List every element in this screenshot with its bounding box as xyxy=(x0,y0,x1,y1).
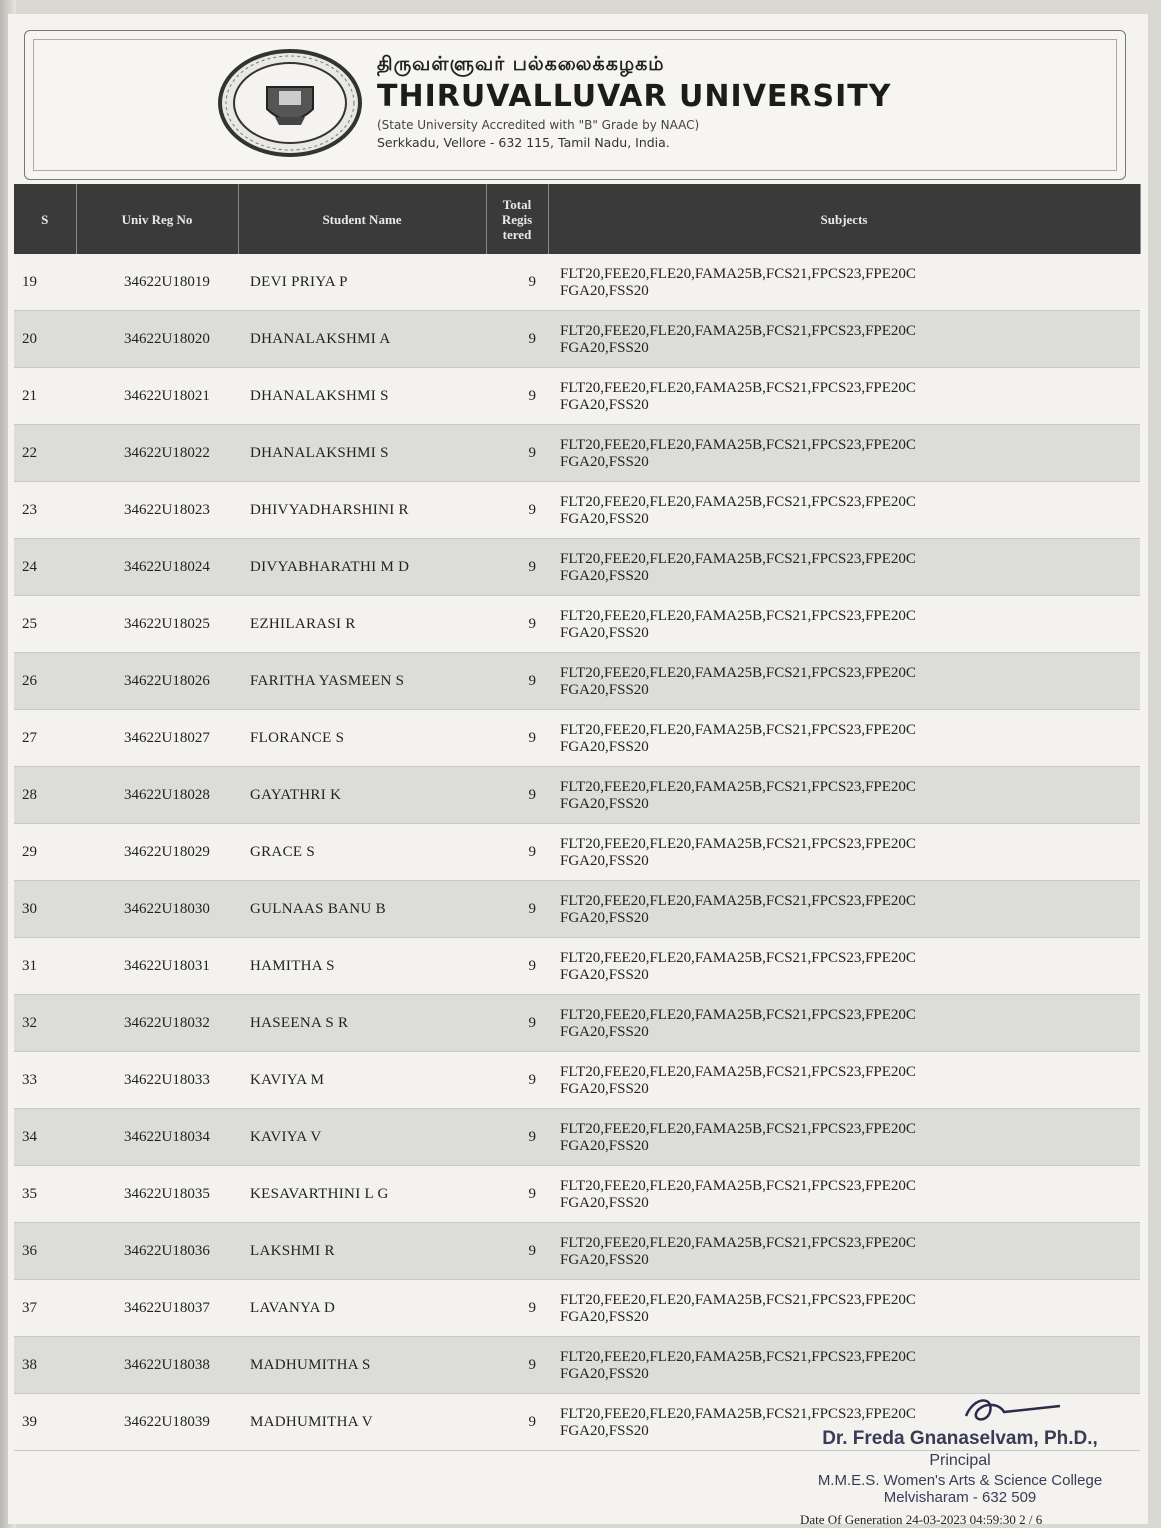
row-subjects-line: FGA20,FSS20 xyxy=(560,511,649,527)
row-subjects xyxy=(548,1109,1140,1166)
table-header-row xyxy=(14,184,1140,254)
table-row xyxy=(14,482,1140,539)
row-subjects-line: FLT20,FEE20,FLE20,FAMA25B,FCS21,FPCS23,FPE20C xyxy=(560,1121,916,1137)
row-serial-number: 36 xyxy=(14,1223,76,1280)
row-subjects-line: FLT20,FEE20,FLE20,FAMA25B,FCS21,FPCS23,FPE20C xyxy=(560,1349,916,1365)
table-row xyxy=(14,710,1140,767)
row-serial-number: 24 xyxy=(14,539,76,596)
row-total-registered: 9 xyxy=(486,1394,548,1451)
row-total-registered: 9 xyxy=(486,1280,548,1337)
row-subjects-line: FLT20,FEE20,FLE20,FAMA25B,FCS21,FPCS23,FPE20C xyxy=(560,836,916,852)
row-serial-number: 39 xyxy=(14,1394,76,1451)
university-seal-logo xyxy=(215,47,365,159)
row-total-registered: 9 xyxy=(486,1337,548,1394)
row-subjects-line: FGA20,FSS20 xyxy=(560,1309,649,1325)
row-subjects-line: FLT20,FEE20,FLE20,FAMA25B,FCS21,FPCS23,FPE20C xyxy=(560,1406,916,1422)
row-subjects xyxy=(548,653,1140,710)
row-subjects xyxy=(548,1052,1140,1109)
table-row xyxy=(14,1052,1140,1109)
row-subjects-line: FLT20,FEE20,FLE20,FAMA25B,FCS21,FPCS23,FPE20C xyxy=(560,1178,916,1194)
college-name: M.M.E.S. Women's Arts & Science College xyxy=(817,1472,1103,1489)
row-subjects-line: FGA20,FSS20 xyxy=(560,910,649,926)
col-header-name: Student Name xyxy=(238,184,486,254)
row-serial-number: 35 xyxy=(14,1166,76,1223)
row-serial-number: 28 xyxy=(14,767,76,824)
table-row xyxy=(14,596,1140,653)
university-address: Serkkadu, Vellore - 632 115, Tamil Nadu, India. xyxy=(377,135,670,150)
row-total-registered: 9 xyxy=(486,824,548,881)
row-subjects-line: FGA20,FSS20 xyxy=(560,967,649,983)
row-subjects xyxy=(548,824,1140,881)
table-row xyxy=(14,824,1140,881)
row-subjects-line: FGA20,FSS20 xyxy=(560,682,649,698)
row-reg-number: 34622U18028 xyxy=(76,767,238,824)
row-student-name: KAVIYA V xyxy=(238,1109,486,1166)
row-student-name: DHANALAKSHMI S xyxy=(238,368,486,425)
row-subjects xyxy=(548,596,1140,653)
row-subjects xyxy=(548,1166,1140,1223)
row-subjects-line: FGA20,FSS20 xyxy=(560,1252,649,1268)
university-title-block xyxy=(377,53,891,150)
row-reg-number: 34622U18026 xyxy=(76,653,238,710)
col-header-total-line: Total xyxy=(502,196,532,212)
row-subjects-line: FGA20,FSS20 xyxy=(560,1366,649,1382)
table-row xyxy=(14,1337,1140,1394)
principal-title: Principal xyxy=(929,1452,991,1469)
row-student-name: MADHUMITHA V xyxy=(238,1394,486,1451)
row-subjects-line: FGA20,FSS20 xyxy=(560,454,649,470)
row-serial-number: 21 xyxy=(14,368,76,425)
row-student-name: GAYATHRI K xyxy=(238,767,486,824)
row-student-name: FLORANCE S xyxy=(238,710,486,767)
row-reg-number: 34622U18021 xyxy=(76,368,238,425)
row-serial-number: 19 xyxy=(14,254,76,311)
row-subjects-line: FLT20,FEE20,FLE20,FAMA25B,FCS21,FPCS23,FPE20C xyxy=(560,1292,916,1308)
row-serial-number: 33 xyxy=(14,1052,76,1109)
university-tamil-name: திருவள்ளுவர் பல்கலைக்கழகம் xyxy=(377,53,665,75)
row-serial-number: 29 xyxy=(14,824,76,881)
row-serial-number: 30 xyxy=(14,881,76,938)
row-subjects-line: FGA20,FSS20 xyxy=(560,1138,649,1154)
table-row xyxy=(14,425,1140,482)
row-subjects xyxy=(548,1337,1140,1394)
row-serial-number: 38 xyxy=(14,1337,76,1394)
table-row xyxy=(14,1280,1140,1337)
generation-date: Date Of Generation 24-03-2023 04:59:30 2 / 6 xyxy=(800,1512,1043,1527)
row-reg-number: 34622U18024 xyxy=(76,539,238,596)
row-subjects xyxy=(548,767,1140,824)
row-subjects-line: FGA20,FSS20 xyxy=(560,1195,649,1211)
row-total-registered: 9 xyxy=(486,1166,548,1223)
principal-stamp xyxy=(780,1428,1140,1506)
row-total-registered: 9 xyxy=(486,311,548,368)
row-subjects-line: FLT20,FEE20,FLE20,FAMA25B,FCS21,FPCS23,FPE20C xyxy=(560,1235,916,1251)
table-row xyxy=(14,1223,1140,1280)
row-subjects xyxy=(548,881,1140,938)
table-row xyxy=(14,1166,1140,1223)
row-reg-number: 34622U18019 xyxy=(76,254,238,311)
row-serial-number: 23 xyxy=(14,482,76,539)
row-total-registered: 9 xyxy=(486,1109,548,1166)
row-serial-number: 32 xyxy=(14,995,76,1052)
row-total-registered: 9 xyxy=(486,653,548,710)
row-student-name: EZHILARASI R xyxy=(238,596,486,653)
row-subjects-line: FGA20,FSS20 xyxy=(560,1024,649,1040)
row-reg-number: 34622U18038 xyxy=(76,1337,238,1394)
row-total-registered: 9 xyxy=(486,254,548,311)
row-student-name: DHIVYADHARSHINI R xyxy=(238,482,486,539)
row-subjects-line: FLT20,FEE20,FLE20,FAMA25B,FCS21,FPCS23,FPE20C xyxy=(560,494,916,510)
row-total-registered: 9 xyxy=(486,1052,548,1109)
row-subjects-line: FLT20,FEE20,FLE20,FAMA25B,FCS21,FPCS23,FPE20C xyxy=(560,380,916,396)
row-subjects-line: FLT20,FEE20,FLE20,FAMA25B,FCS21,FPCS23,FPE20C xyxy=(560,779,916,795)
row-reg-number: 34622U18029 xyxy=(76,824,238,881)
row-subjects xyxy=(548,995,1140,1052)
row-serial-number: 34 xyxy=(14,1109,76,1166)
row-student-name: FARITHA YASMEEN S xyxy=(238,653,486,710)
row-serial-number: 26 xyxy=(14,653,76,710)
row-subjects-line: FGA20,FSS20 xyxy=(560,397,649,413)
row-serial-number: 27 xyxy=(14,710,76,767)
row-subjects-line: FGA20,FSS20 xyxy=(560,625,649,641)
principal-name: Dr. Freda Gnanaselvam, Ph.D., xyxy=(822,1428,1098,1449)
row-reg-number: 34622U18023 xyxy=(76,482,238,539)
row-subjects-line: FLT20,FEE20,FLE20,FAMA25B,FCS21,FPCS23,FPE20C xyxy=(560,665,916,681)
row-subjects-line: FLT20,FEE20,FLE20,FAMA25B,FCS21,FPCS23,FPE20C xyxy=(560,266,916,282)
row-reg-number: 34622U18020 xyxy=(76,311,238,368)
row-total-registered: 9 xyxy=(486,368,548,425)
row-subjects xyxy=(548,311,1140,368)
row-total-registered: 9 xyxy=(486,539,548,596)
row-total-registered: 9 xyxy=(486,938,548,995)
row-subjects-line: FLT20,FEE20,FLE20,FAMA25B,FCS21,FPCS23,FPE20C xyxy=(560,1064,916,1080)
row-subjects xyxy=(548,539,1140,596)
col-header-sn: S xyxy=(14,184,76,254)
row-reg-number: 34622U18036 xyxy=(76,1223,238,1280)
row-total-registered: 9 xyxy=(486,767,548,824)
col-header-total-line: tered xyxy=(502,226,532,242)
row-subjects-line: FLT20,FEE20,FLE20,FAMA25B,FCS21,FPCS23,FPE20C xyxy=(560,608,916,624)
student-subject-table xyxy=(14,184,1141,1451)
row-total-registered: 9 xyxy=(486,596,548,653)
row-subjects-line: FLT20,FEE20,FLE20,FAMA25B,FCS21,FPCS23,FPE20C xyxy=(560,323,916,339)
row-subjects-line: FLT20,FEE20,FLE20,FAMA25B,FCS21,FPCS23,FPE20C xyxy=(560,437,916,453)
table-row xyxy=(14,311,1140,368)
row-student-name: KAVIYA M xyxy=(238,1052,486,1109)
row-subjects-line: FGA20,FSS20 xyxy=(560,568,649,584)
row-serial-number: 37 xyxy=(14,1280,76,1337)
row-subjects xyxy=(548,425,1140,482)
principal-signature xyxy=(960,1390,1070,1430)
table-row xyxy=(14,653,1140,710)
row-subjects-line: FGA20,FSS20 xyxy=(560,1081,649,1097)
accreditation-note: (State University Accredited with "B" Grade by NAAC) xyxy=(377,118,700,132)
row-serial-number: 25 xyxy=(14,596,76,653)
row-subjects-line: FLT20,FEE20,FLE20,FAMA25B,FCS21,FPCS23,FPE20C xyxy=(560,551,916,567)
row-reg-number: 34622U18031 xyxy=(76,938,238,995)
row-reg-number: 34622U18022 xyxy=(76,425,238,482)
row-serial-number: 22 xyxy=(14,425,76,482)
row-subjects-line: FGA20,FSS20 xyxy=(560,1423,649,1439)
row-student-name: MADHUMITHA S xyxy=(238,1337,486,1394)
row-subjects-line: FGA20,FSS20 xyxy=(560,739,649,755)
row-reg-number: 34622U18030 xyxy=(76,881,238,938)
row-reg-number: 34622U18027 xyxy=(76,710,238,767)
row-serial-number: 20 xyxy=(14,311,76,368)
row-subjects-line: FGA20,FSS20 xyxy=(560,853,649,869)
table-row xyxy=(14,881,1140,938)
row-student-name: GRACE S xyxy=(238,824,486,881)
col-header-total xyxy=(486,184,548,254)
row-subjects xyxy=(548,938,1140,995)
row-subjects-line: FLT20,FEE20,FLE20,FAMA25B,FCS21,FPCS23,FPE20C xyxy=(560,722,916,738)
table-row xyxy=(14,767,1140,824)
row-student-name: DHANALAKSHMI A xyxy=(238,311,486,368)
col-header-subjects: Subjects xyxy=(548,184,1140,254)
row-subjects-line: FGA20,FSS20 xyxy=(560,796,649,812)
table-row xyxy=(14,368,1140,425)
row-total-registered: 9 xyxy=(486,710,548,767)
col-header-reg: Univ Reg No xyxy=(76,184,238,254)
row-student-name: DEVI PRIYA P xyxy=(238,254,486,311)
row-subjects xyxy=(548,1223,1140,1280)
row-subjects xyxy=(548,1280,1140,1337)
college-place: Melvisharam - 632 509 xyxy=(883,1489,1037,1506)
row-total-registered: 9 xyxy=(486,881,548,938)
row-subjects xyxy=(548,254,1140,311)
row-subjects xyxy=(548,710,1140,767)
table-row xyxy=(14,1109,1140,1166)
table-row xyxy=(14,539,1140,596)
row-subjects-line: FGA20,FSS20 xyxy=(560,283,649,299)
row-student-name: HAMITHA S xyxy=(238,938,486,995)
row-subjects-line: FLT20,FEE20,FLE20,FAMA25B,FCS21,FPCS23,FPE20C xyxy=(560,1007,916,1023)
table-row xyxy=(14,995,1140,1052)
row-student-name: LAVANYA D xyxy=(238,1280,486,1337)
row-subjects xyxy=(548,368,1140,425)
row-subjects xyxy=(548,482,1140,539)
row-student-name: DHANALAKSHMI S xyxy=(238,425,486,482)
row-subjects-line: FGA20,FSS20 xyxy=(560,340,649,356)
row-student-name: LAKSHMI R xyxy=(238,1223,486,1280)
row-reg-number: 34622U18032 xyxy=(76,995,238,1052)
row-student-name: GULNAAS BANU B xyxy=(238,881,486,938)
table-row xyxy=(14,254,1140,311)
row-total-registered: 9 xyxy=(486,482,548,539)
row-reg-number: 34622U18025 xyxy=(76,596,238,653)
col-header-total-line: Regis xyxy=(501,211,533,227)
row-serial-number: 31 xyxy=(14,938,76,995)
row-reg-number: 34622U18033 xyxy=(76,1052,238,1109)
row-reg-number: 34622U18035 xyxy=(76,1166,238,1223)
row-student-name: KESAVARTHINI L G xyxy=(238,1166,486,1223)
row-subjects-line: FLT20,FEE20,FLE20,FAMA25B,FCS21,FPCS23,FPE20C xyxy=(560,950,916,966)
row-total-registered: 9 xyxy=(486,1223,548,1280)
row-subjects-line: FLT20,FEE20,FLE20,FAMA25B,FCS21,FPCS23,FPE20C xyxy=(560,893,916,909)
row-total-registered: 9 xyxy=(486,995,548,1052)
row-student-name: DIVYABHARATHI M D xyxy=(238,539,486,596)
row-reg-number: 34622U18034 xyxy=(76,1109,238,1166)
row-reg-number: 34622U18037 xyxy=(76,1280,238,1337)
university-name: THIRUVALLUVAR UNIVERSITY xyxy=(377,79,892,114)
university-header xyxy=(24,30,1126,180)
row-total-registered: 9 xyxy=(486,425,548,482)
table-row xyxy=(14,938,1140,995)
row-student-name: HASEENA S R xyxy=(238,995,486,1052)
row-reg-number: 34622U18039 xyxy=(76,1394,238,1451)
